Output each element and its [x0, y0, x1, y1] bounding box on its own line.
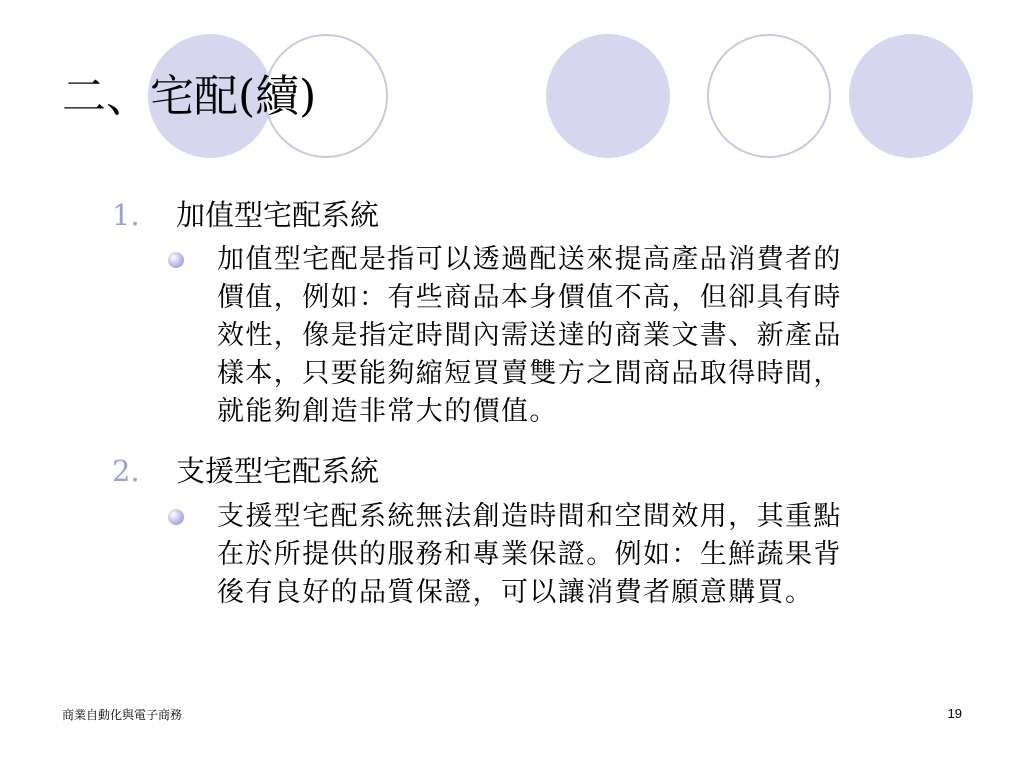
paragraph-line: 效性，像是指定時間內需送達的商業文書、新產品 [217, 320, 842, 351]
paragraph-1 [217, 241, 957, 431]
bullet-icon [168, 252, 184, 268]
paragraph-line: 價值，例如：有些商品本身價值不高，但卻具有時 [217, 282, 842, 313]
paragraph-2 [217, 498, 957, 612]
paragraph-line: 就能夠創造非常大的價值。 [217, 396, 558, 427]
list-item-1-heading [112, 193, 379, 234]
decor-circle-4 [707, 34, 831, 158]
page-number: 19 [947, 706, 962, 721]
footer-course-name: 商業自動化與電子商務 [62, 708, 183, 722]
decor-circle-3 [546, 34, 670, 158]
paragraph-line: 支援型宅配系統無法創造時間和空間效用，其重點 [217, 501, 842, 532]
list-heading: 支援型宅配系統 [176, 454, 380, 488]
list-heading: 加值型宅配系統 [176, 198, 380, 232]
paragraph-line: 樣本，只要能夠縮短買賣雙方之間商品取得時間， [217, 358, 842, 389]
list-number: 1. [112, 198, 140, 232]
paragraph-line: 後有良好的品質保證，可以讓消費者願意購買。 [217, 577, 814, 608]
list-item-2-heading [112, 449, 379, 490]
list-number: 2. [112, 454, 140, 488]
paragraph-line: 在於所提供的服務和專業保證。例如：生鮮蔬果背 [217, 539, 842, 570]
slide-title: 二、宅配(續) [62, 71, 317, 122]
bullet-icon [168, 509, 184, 525]
decor-circle-5 [849, 34, 973, 158]
paragraph-line: 加值型宅配是指可以透過配送來提高產品消費者的 [217, 244, 842, 275]
